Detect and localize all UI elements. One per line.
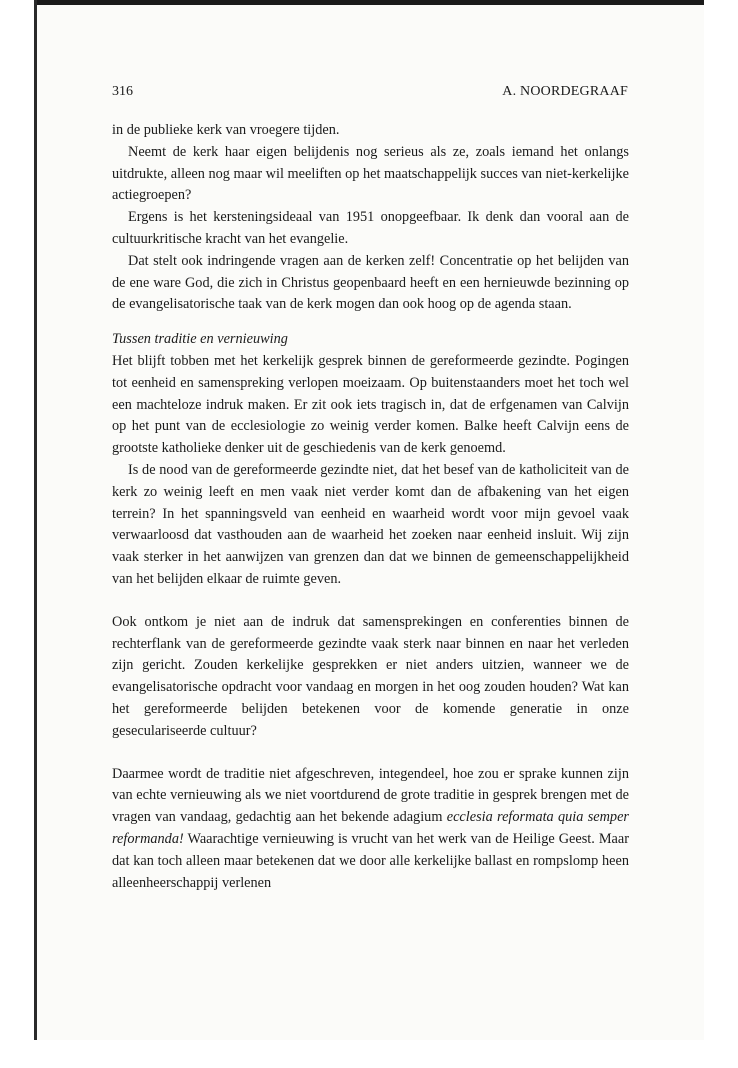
paragraph-text: Daarmee wordt de traditie niet afgeschreven, integendeel, hoe zou er sprake kunnen zijn van echte vernieuwing als we niet voortdurend de grote traditie in gesprek brengen met de vragen van vandaag, gedachtig aan het bekende adagium xyxy=(112,765,629,826)
scan-border-left xyxy=(34,0,37,1040)
paragraph-spacer xyxy=(112,591,629,612)
paragraph-text: Waarachtige vernieuwing is vrucht van het werk van de Heilige Geest. Maar dat kan toch alleen maar betekenen dat we door alle kerkelijke ballast en rompslomp heen alleenheerschappij verlenen xyxy=(112,830,629,891)
scan-border-top xyxy=(34,0,704,5)
paragraph: Neemt de kerk haar eigen belijdenis nog serieus als ze, zoals iemand het onlangs uitdrukte, alleen nog maar wil meeliften op het maatschappelijk succes van niet-kerkelijke actiegroepen? xyxy=(112,143,629,204)
paragraph-spacer xyxy=(112,316,629,329)
paragraph: Ergens is het kersteningsideaal van 1951 onopgeefbaar. Ik denk dan vooral aan de cultuurkritische kracht van het evangelie. xyxy=(112,209,629,247)
paragraph xyxy=(112,764,629,895)
paragraph: Dat stelt ook indringende vragen aan de kerken zelf! Concentratie op het belijden van de ene ware God, die zich in Christus geopenbaard heeft en een hernieuwde bezinning op de evangelisatorische taak van de kerk mogen dan ook hoog op de agenda staan. xyxy=(112,252,629,313)
paragraph: Ook ontkom je niet aan de indruk dat samensprekingen en conferenties binnen de rechterflank van de gereformeerde gezindte vaak sterk naar binnen en naar het verleden zijn gericht. Zouden kerkelijke gesprekken er niet anders uitzien, wanneer we de evangelisatorische opdracht voor vandaag en morgen in het oog zouden houden? Wat kan het gereformeerde belijden betekenen voor de komende generatie in onze geseculariseerde cultuur? xyxy=(112,613,629,739)
paragraph-continuation: in de publieke kerk van vroegere tijden. xyxy=(112,122,340,138)
paragraph-spacer xyxy=(112,743,629,764)
scan-margin-left xyxy=(0,0,34,1068)
section-heading: Tussen traditie en vernieuwing xyxy=(112,331,288,348)
running-head-author: A. NOORDEGRAAF xyxy=(502,84,628,99)
paragraph: Is de nood van de gereformeerde gezindte niet, dat het besef van de katholiciteit van de kerk zo weinig leeft en men vaak niet verder komt dan de afbakening van het eigen terrein? In het spanningsveld van eenheid en waarheid wordt voor mijn gevoel vaak verwaarloosd dat vasthouden aan de waarheid het zoeken naar eenheid insluit. Wij zijn vaak sterker in het aanwijzen van grenzen dan dat we binnen de gemeenschappelijkheid van het belijden elkaar de ruimte geven. xyxy=(112,461,629,587)
body-text xyxy=(112,120,629,894)
paragraph: Het blijft tobben met het kerkelijk gesprek binnen de gereformeerde gezindte. Pogingen tot eenheid en samenspreking verlopen moeizaam. Op buitenstaanders moet het toch wel een machteloze indruk maken. Er zit ook iets tragisch in, dat de erfgenamen van Calvijn op het punt van de ecclesiologie zo weinig verder komen. Balke heeft Calvijn eens de grootste katholieke denker uit de geschiedenis van de kerk genoemd. xyxy=(112,352,629,457)
page-number: 316 xyxy=(112,84,133,99)
latin-adagium: ecclesia reformata quia semper reformanda! xyxy=(112,809,629,847)
scan-margin-right xyxy=(704,0,738,1068)
